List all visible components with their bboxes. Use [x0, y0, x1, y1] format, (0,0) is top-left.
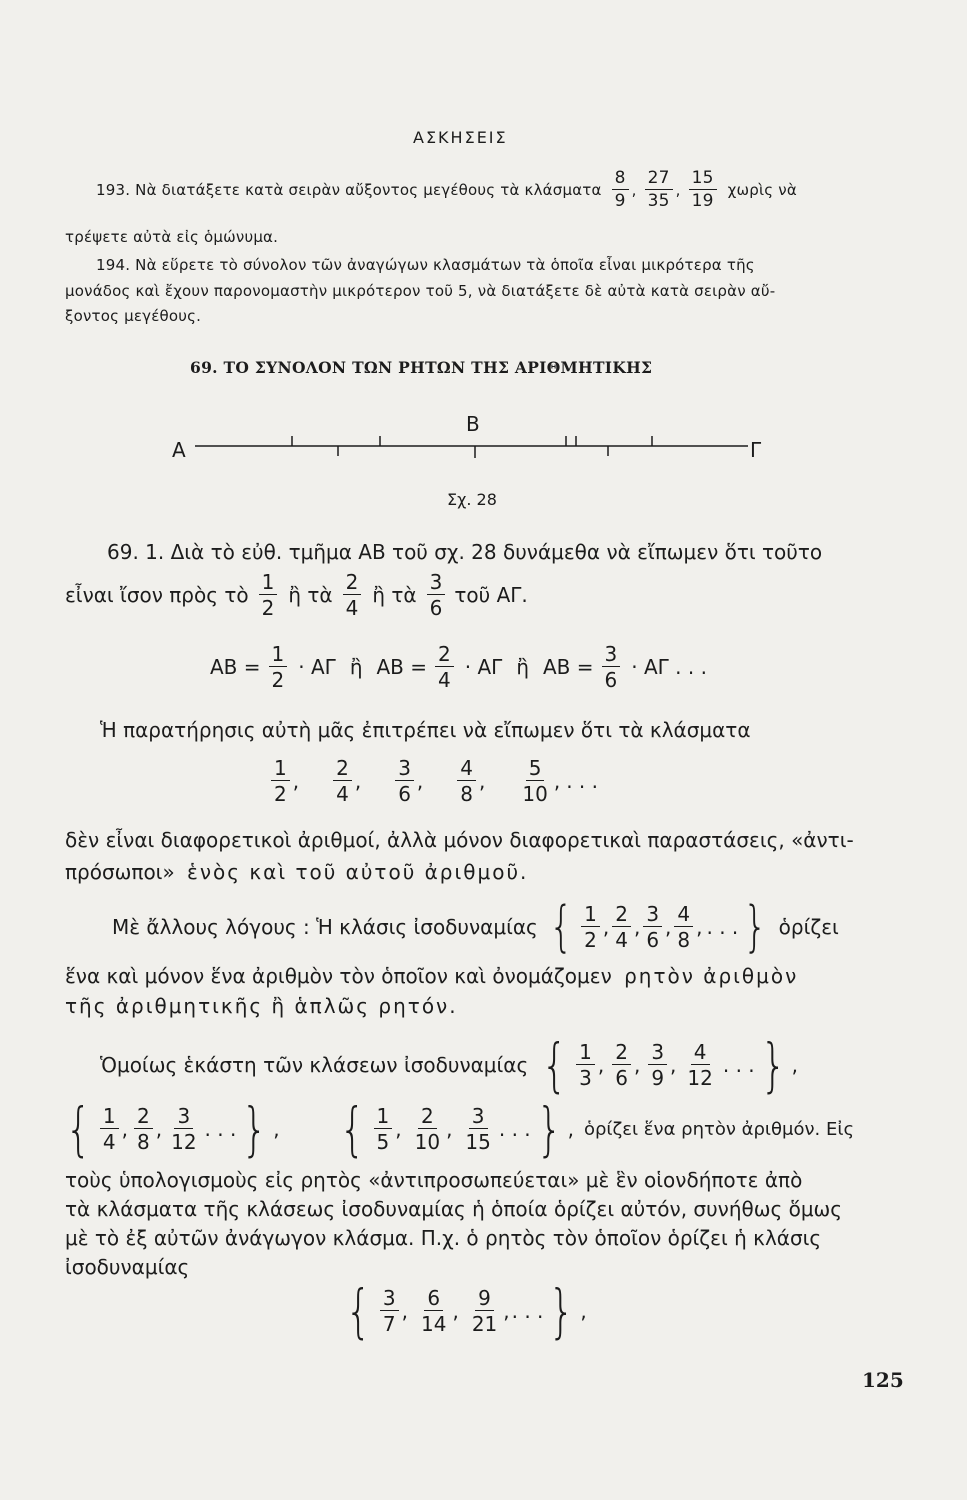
- paragraph-5-line2: { $\frac{1}{4}$ , $\frac{2}{8}$ , $\frac{3}{12}$ . . . } , { $\frac{1}{5}$ , $\frac{2}{10}$ , $\frac{3}{15}$ . . . } , ὁρίζει ἕνα ρητὸν ἀριθμόν. Εἰς: [65, 1095, 855, 1163]
- fraction: $\frac{9}{21}$: [471, 1286, 498, 1336]
- section-title: 69. ΤΟ ΣΥΝΟΛΟΝ ΤΩΝ ΡΗΤΩΝ ΤΗΣ ΑΡΙΘΜΗΤΙΚΗΣ: [190, 358, 653, 377]
- fraction: $\frac{2}{4}$: [343, 572, 362, 618]
- exercise-194-line2: μονάδος καὶ ἔχουν παρονομαστὴν μικρότερον τοῦ 5, νὰ διατάξετε δὲ αὐτὰ κατὰ σειρὰν αὔ-: [65, 282, 776, 300]
- fraction: $\frac{3}{7}$: [380, 1288, 399, 1334]
- paragraph-69-1-line1: 69. 1. Διὰ τὸ εὐθ. τμῆμα ΑΒ τοῦ σχ. 28 δυνάμεθα νὰ εἴπωμεν ὅτι τοῦτο: [107, 540, 823, 564]
- fraction: $\frac{3}{6}$: [602, 644, 621, 690]
- paragraph-4-line2: ἕνα καὶ μόνον ἕνα ἀριθμὸν τὸν ὁποῖον καὶ ὀνομάζομεν ρητὸν ἀριθμὸν: [65, 964, 799, 988]
- exercise-193: 193. Νὰ διατάξετε κατὰ σειρὰν αὔξοντος μεγέθους τὰ κλάσματα $\frac{8}{9}$ , $\frac{27}{35}$ , $\frac{15}{19}$ χωρὶς νὰ: [96, 168, 797, 211]
- point-label-a: Α: [172, 438, 186, 462]
- fraction: $\frac{5}{10}$: [522, 756, 548, 806]
- equation-ab: ΑΒ = $\frac{1}{2}$ · ΑΓ ἢ ΑΒ = $\frac{2}{4}$ · ΑΓ ἢ ΑΒ = $\frac{3}{6}$ · ΑΓ . . .: [210, 642, 707, 692]
- paragraph-2: Ἡ παρατήρησις αὐτὴ μᾶς ἐπιτρέπει νὰ εἴπωμεν ὅτι τὰ κλάσματα: [100, 718, 751, 742]
- point-label-g: Γ: [750, 438, 762, 462]
- fraction: $\frac{1}{3}$: [576, 1042, 595, 1088]
- exercise-193-tail: χωρὶς νὰ: [727, 181, 797, 199]
- fraction: $\frac{27}{35}$: [645, 170, 673, 210]
- fraction: $\frac{3}{15}$: [465, 1104, 491, 1154]
- paragraph-6-line2: τὰ κλάσματα τῆς κλάσεως ἰσοδυναμίας ἡ ὁποία ὁρίζει αὐτόν, συνήθως ὅμως: [65, 1197, 843, 1221]
- exercise-194-line3: ξοντος μεγέθους.: [65, 307, 202, 325]
- paragraph-6-line4: ἰσοδυναμίας: [65, 1255, 190, 1279]
- exercise-193-line2: τρέψετε αὐτὰ εἰς ὁμώνυμα.: [65, 228, 279, 246]
- paragraph-69-1-line2: εἶναι ἴσον πρὸς τὸ $\frac{1}{2}$ ἢ τὰ $\frac{2}{4}$ ἢ τὰ $\frac{3}{6}$ τοῦ ΑΓ.: [65, 570, 528, 620]
- fraction: $\frac{3}{6}$: [395, 758, 414, 804]
- fraction: $\frac{2}{4}$: [612, 904, 631, 950]
- point-label-b: Β: [466, 412, 480, 436]
- fraction: $\frac{1}{2}$: [271, 758, 290, 804]
- page-number: 125: [862, 1368, 904, 1392]
- fraction: $\frac{3}{6}$: [643, 904, 662, 950]
- fraction: $\frac{8}{9}$: [612, 170, 629, 210]
- paragraph-7-set: { $\frac{3}{7}$ , $\frac{6}{14}$ , $\frac{9}{21}$ , . . . } ,: [345, 1277, 587, 1345]
- fraction: $\frac{3}{9}$: [648, 1042, 667, 1088]
- exercise-193-text: 193. Νὰ διατάξετε κατὰ σειρὰν αὔξοντος μεγέθους τὰ κλάσματα: [96, 181, 602, 199]
- paragraph-3-line2: πρόσωποι» ἑνὸς καὶ τοῦ αὐτοῦ ἀριθμοῦ.: [65, 860, 529, 884]
- fraction: $\frac{1}{2}$: [269, 644, 288, 690]
- fraction: $\frac{2}{4}$: [435, 644, 454, 690]
- fraction: $\frac{2}{4}$: [333, 758, 352, 804]
- exercise-194-line1: 194. Νὰ εὕρετε τὸ σύνολον τῶν ἀναγώγων κλασμάτων τὰ ὁποῖα εἶναι μικρότερα τῆς: [96, 256, 755, 274]
- figure-28: [170, 410, 780, 470]
- fraction: $\frac{3}{6}$: [427, 572, 446, 618]
- fraction: $\frac{1}{4}$: [100, 1106, 119, 1152]
- fraction: $\frac{1}{2}$: [581, 904, 600, 950]
- paragraph-3-line1: δὲν εἶναι διαφορετικοὶ ἀριθμοί, ἀλλὰ μόνον διαφορετικαὶ παραστάσεις, «ἀντι-: [65, 828, 854, 852]
- paragraph-6-line1: τοὺς ὑπολογισμοὺς εἰς ρητὸς «ἀντιπροσωπεύεται» μὲ ἓν οἱονδήποτε ἀπὸ: [65, 1168, 803, 1192]
- paragraph-4-line3: τῆς ἀριθμητικῆς ἢ ἁπλῶς ρητόν.: [65, 994, 458, 1018]
- fraction: $\frac{2}{6}$: [612, 1042, 631, 1088]
- fraction: $\frac{6}{14}$: [421, 1286, 447, 1336]
- fraction-list: $\frac{1}{2}$ , $\frac{2}{4}$ , $\frac{3}{6}$ , $\frac{4}{8}$ , $\frac{5}{10}$ , . . .: [268, 758, 598, 804]
- fraction: $\frac{4}{12}$: [687, 1040, 713, 1090]
- fraction: $\frac{1}{2}$: [259, 572, 278, 618]
- exercises-heading: ΑΣΚΗΣΕΙΣ: [413, 128, 508, 147]
- paragraph-5-line1: Ὁμοίως ἑκάστη τῶν κλάσεων ἰσοδυναμίας { $\frac{1}{3}$ , $\frac{2}{6}$ , $\frac{3}{9}$ , $\frac{4}{12}$ . . . } ,: [100, 1031, 798, 1099]
- fraction: $\frac{2}{8}$: [134, 1106, 153, 1152]
- fraction: $\frac{4}{8}$: [457, 758, 476, 804]
- paragraph-6-line3: μὲ τὸ ἐξ αὐτῶν ἀνάγωγον κλάσμα. Π.χ. ὁ ρητὸς τὸν ὁποῖον ὁρίζει ἡ κλάσις: [65, 1226, 822, 1250]
- figure-caption: Σχ. 28: [447, 490, 497, 509]
- fraction: $\frac{15}{19}$: [689, 170, 717, 210]
- fraction: $\frac{3}{12}$: [171, 1104, 197, 1154]
- fraction: $\frac{1}{5}$: [374, 1106, 393, 1152]
- fraction: $\frac{2}{10}$: [414, 1104, 441, 1154]
- fraction: $\frac{4}{8}$: [674, 904, 693, 950]
- paragraph-4-line1: Μὲ ἄλλους λόγους : Ἡ κλάσις ἰσοδυναμίας { $\frac{1}{2}$ , $\frac{2}{4}$ , $\frac{3}{6}$ , $\frac{4}{8}$ , . . . } ὁρίζει: [112, 895, 839, 958]
